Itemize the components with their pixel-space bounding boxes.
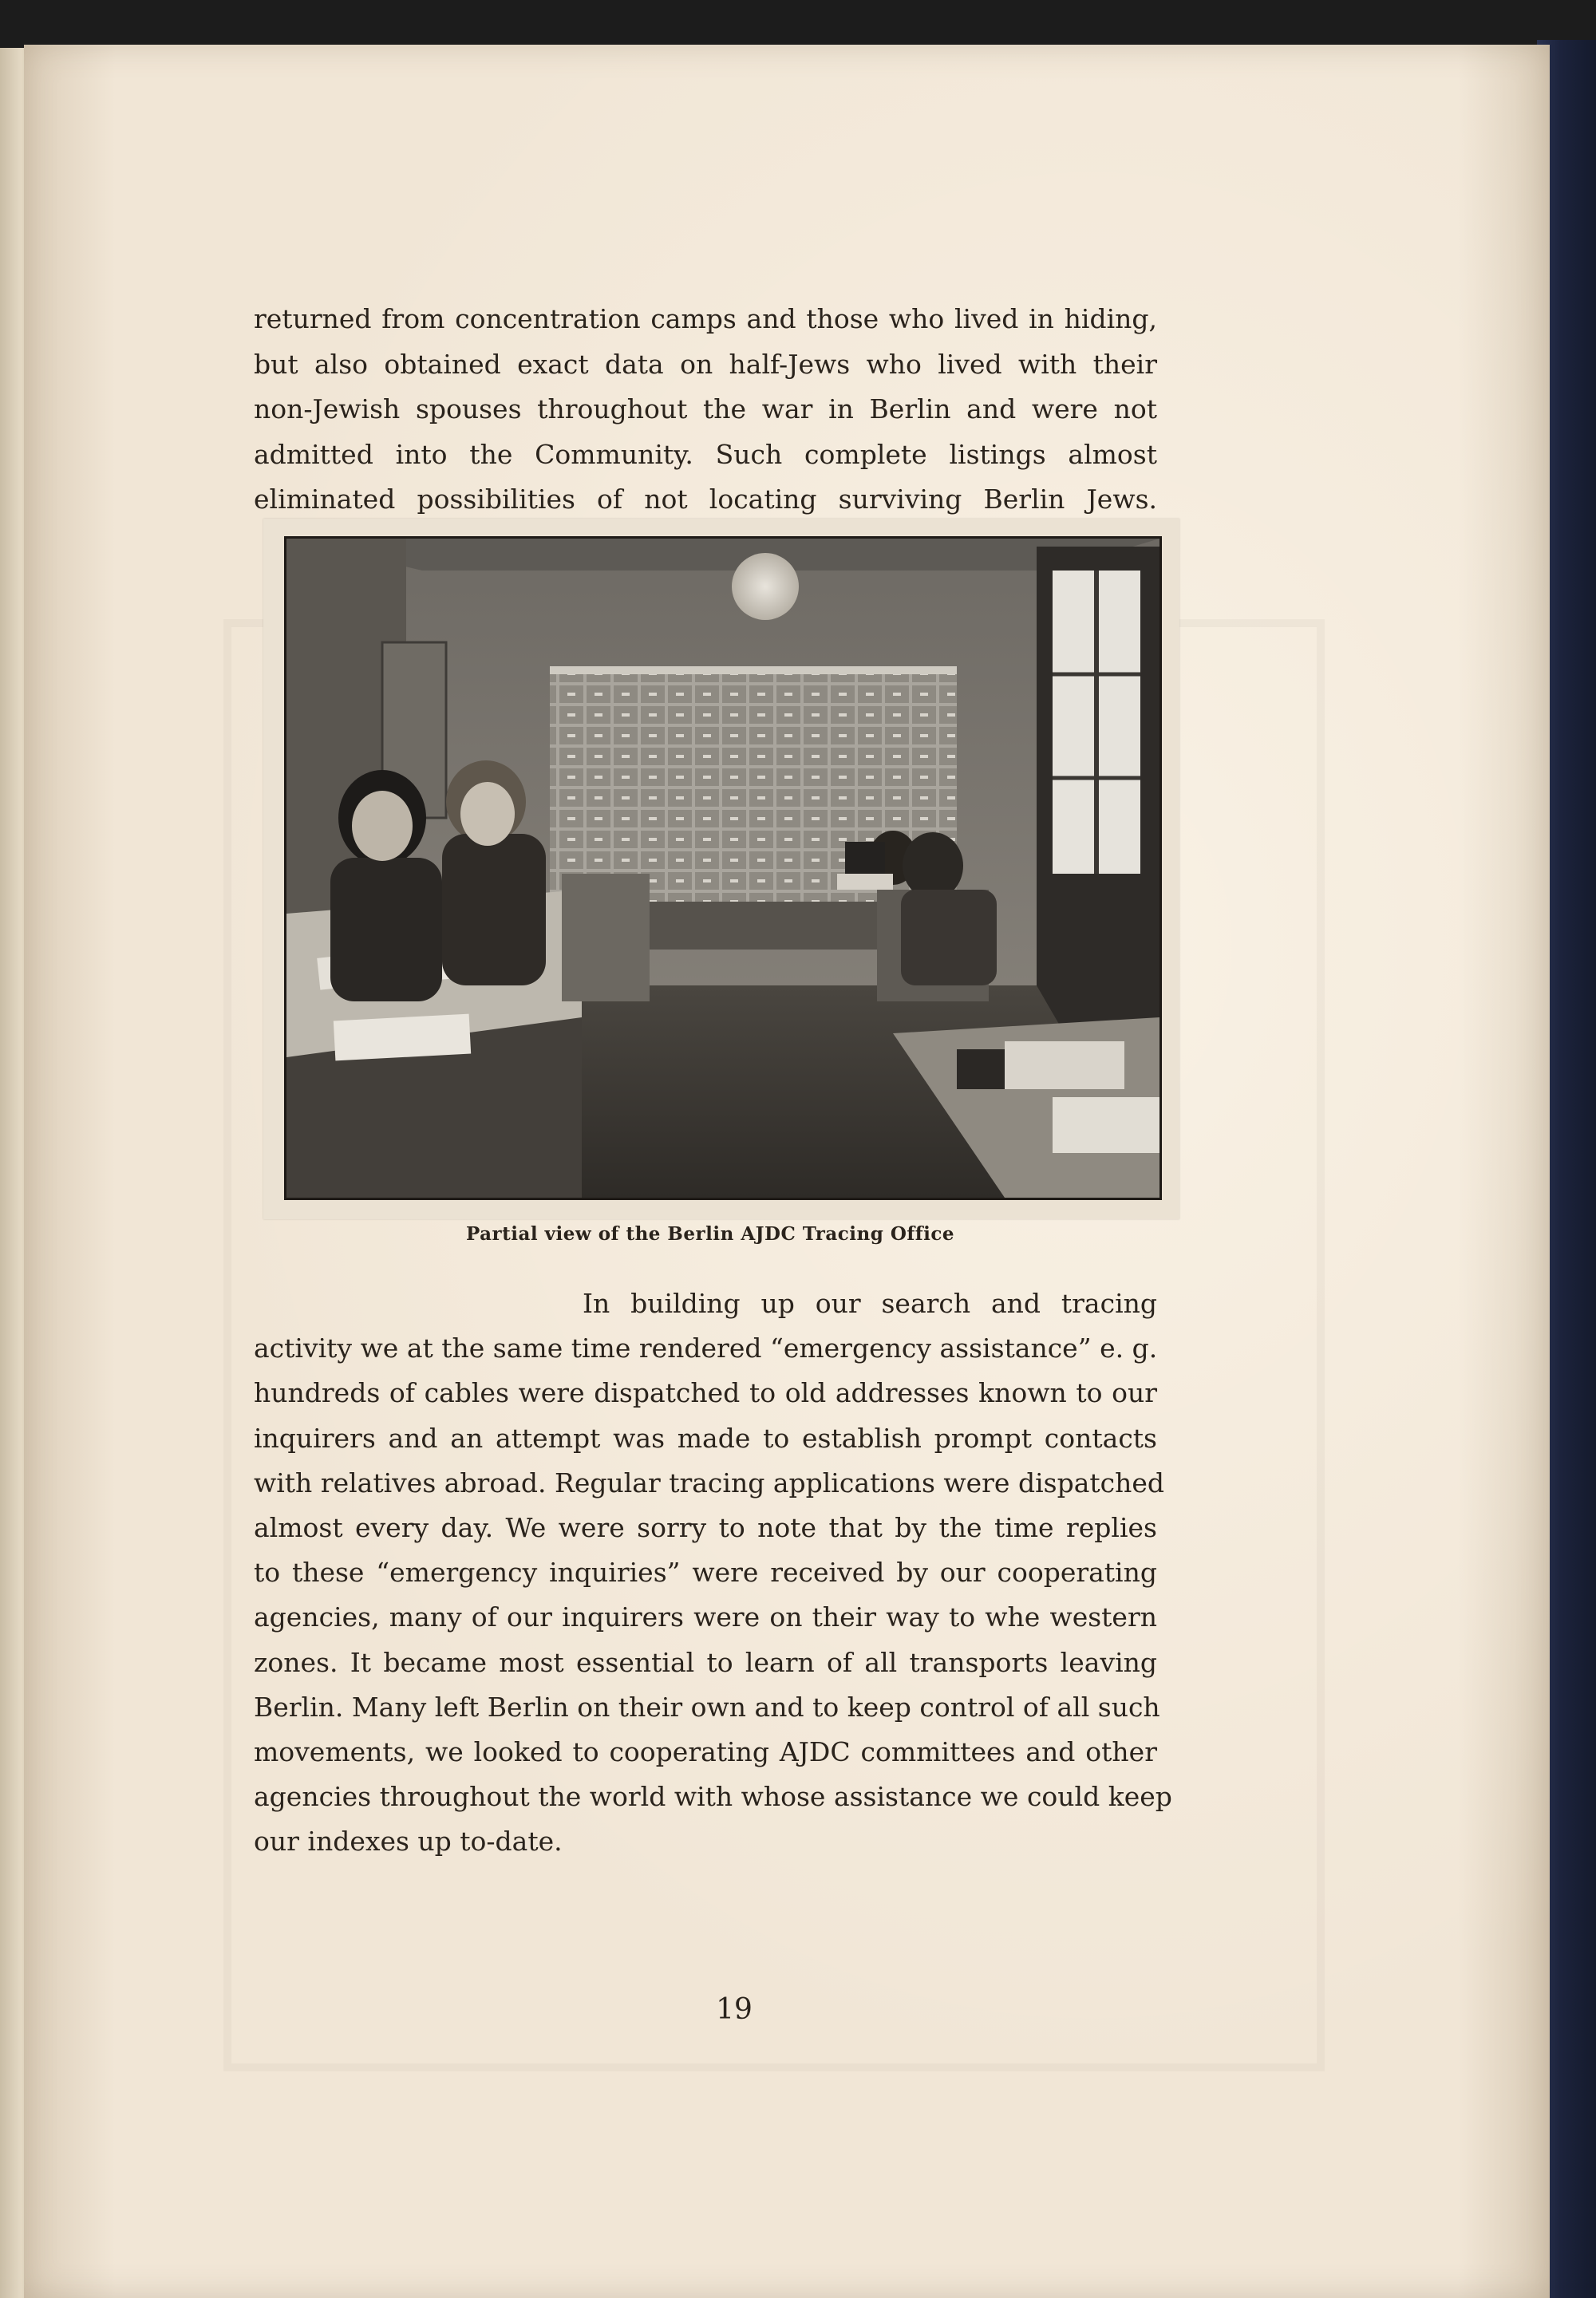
text-line: our indexes up to-date. <box>254 1826 563 1858</box>
text-line: agencies throughout the world with whose assistance we could keep <box>254 1781 1172 1813</box>
text-line: to these “emergency inquiries” were received by our cooperating <box>254 1557 1157 1589</box>
text-line: agencies, many of our inquirers were on their way to whe western <box>254 1601 1157 1633</box>
office-photograph <box>284 536 1162 1200</box>
text-line: hundreds of cables were dispatched to old addresses known to our <box>254 1377 1157 1409</box>
text-line: eliminated possibilities of not locating surviving Berlin Jews. <box>254 484 1157 515</box>
text-line: Berlin. Many left Berlin on their own and to keep control of all such <box>254 1691 1160 1723</box>
text-line: In building up our search and tracing <box>583 1288 1157 1319</box>
page-number: 19 <box>716 1993 753 2026</box>
text-line: but also obtained exact data on half-Jews who lived with their <box>254 348 1157 380</box>
text-line: activity we at the same time rendered “emergency assistance” e. g. <box>254 1333 1158 1364</box>
photo-caption: Partial view of the Berlin AJDC Tracing Office <box>465 1223 955 1245</box>
text-line: almost every day. We were sorry to note that by the time replies <box>254 1512 1157 1544</box>
text-line: non-Jewish spouses throughout the war in Berlin and were not <box>254 393 1157 424</box>
text-line: zones. It became most essential to learn of all transports leaving <box>254 1646 1157 1678</box>
text-line: with relatives abroad. Regular tracing applications were dispatched <box>254 1467 1165 1498</box>
text-line: admitted into the Community. Such complete listings almost <box>254 438 1157 470</box>
paragraph-2 <box>254 1281 1172 1865</box>
text-line: returned from concentration camps and those who lived in hiding, <box>254 303 1157 334</box>
paragraph-1 <box>254 297 1157 523</box>
text-line: inquirers and an attempt was made to establish prompt contacts <box>254 1422 1157 1454</box>
photo-mount <box>263 519 1179 1219</box>
text-line: movements, we looked to cooperating AJDC committees and other <box>254 1736 1157 1768</box>
